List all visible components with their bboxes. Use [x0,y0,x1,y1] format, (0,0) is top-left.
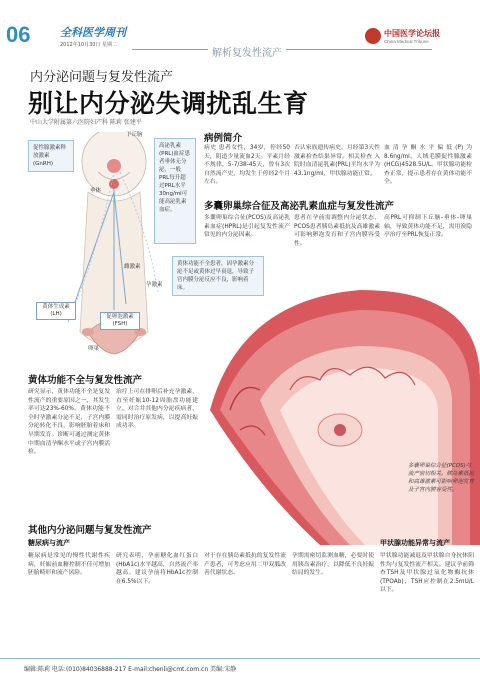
diabetes-paragraph-3: 对于存在胰岛素抵抗的复发性流产患者，可考虑应用二甲双胍改善代谢状态。 [204,553,286,577]
pcos-paragraph-3: 高PRL可抑制下丘脑-垂体-卵巢轴，导致黄体功能不足，需用溴隐亭治疗至PRL恢复正常。 [384,215,472,239]
pcos-paragraph-2: 患者在孕前需调整内分泌状态，PCOS患者胰岛素抵抗及高雄激素可影响卵泡发育和子宫内膜容受性。 [294,215,380,247]
page-number: 06 [6,22,31,47]
luteal-section-title: 黄体功能不全与复发性流产 [28,375,143,386]
case-paragraph-1: 病史 患者女性，34岁，停经50天，阴道少量流血2天。平素月经不规律，5-7/38-45天，曾有3次自然流产史，均发生于停经2个月左右。 [204,145,290,186]
thyroid-paragraph: 甲状腺功能减退及甲状腺自身抗体阳性均与复发性流产相关。建议孕前筛查TSH及甲状腺过氧化物酶抗体(TPOAb)，TSH应控制在2.5mU/L以下。 [380,553,474,594]
diabetes-paragraph-4: 孕期需密切监测血糖，必要时使用胰岛素治疗，以降低不良妊娠结局的发生。 [292,553,374,577]
page-header [0,0,480,59]
diabetes-paragraph-1: 糖尿病是常见的慢性代谢性疾病，妊娠前血糖控制不佳可增加胚胎畸形和流产风险。 [28,553,110,577]
case-paragraph-2: 否认家族遗传病史。月经第3天性激素检查结果异常。相关检查 入院时血清泌乳素(PRL)平均水平为43.1ng/ml，甲状腺功能正常。 [294,145,380,177]
diabetes-subtitle: 糖尿病与流产 [28,539,70,547]
footer-editor-info: 编辑:陈莉 电话:(010)84036888-217 E-mail:chenli@cmt.com.cn 美编:宋静 [24,666,237,673]
pcos-section-title: 多囊卵巢综合征及高泌乳素血症与复发性流产 [204,201,395,212]
logo-chinese-name: 中国医学论坛报 [384,28,440,38]
progesterone-label: 孕激素 [146,282,163,288]
uterus-figure [200,260,480,545]
pituitary-label: 垂体 [90,188,102,194]
article-title: 别让内分泌失调扰乱生育 [28,89,309,118]
logo-mark-icon [365,28,381,44]
uterus-illustration [200,260,480,545]
hormone-axis-diagram [28,132,200,364]
thyroid-subtitle: 甲状腺功能异常与流产 [380,539,450,547]
fsh-label: 促卵泡激素(FSH) [100,312,140,330]
prl-callout: 高泌乳素(PRL)血症患者垂体无分泌，一般PRL每升超过PRL水平30ng/ml可能高泌乳素血症。 [154,138,196,244]
logo-english-name: China Medical Tribune [384,39,429,44]
luteal-paragraph-1: 研究显示，黄体功能不全是复发性流产的重要原因之一，其发生率可达23%-60%。黄体功能不全时孕激素分泌不足，子宫内膜分泌转化不良，影响胚胎着床和早期发育。诊断可通过测定黄体中期血清孕酮水平或子宫内膜活检。 [28,389,110,456]
page-footer [0,658,480,677]
illustration-caption: 多囊卵巢综合征(PCOS)与流产密切相关。胰岛素抵抗和高雄激素可影响卵泡发育及子宫内膜容受性。 [408,463,475,493]
pcos-paragraph-1: 多囊卵巢综合征(PCOS)及高泌乳素血症(HPRL)是引起复发性流产常见的内分泌因素。 [204,215,290,239]
luteal-paragraph-2: 治疗上可在排卵后补充孕激素，直至妊娠10-12周胎盘功能建立。对合并其他内分泌疾病者，需同时治疗原发病，以提高妊娠成功率。 [116,389,198,430]
other-section-title: 其他内分泌问题与复发性流产 [28,525,152,536]
issue-date: 2012年10月30日 星期二 [60,42,118,48]
lh-label: 黄体生成素(LH) [36,302,76,320]
ovary-label: 卵巢 [88,346,100,352]
column-name: 全科医学周刊 [60,27,126,39]
article-subtitle: 内分泌问题与复发性流产 [30,70,174,85]
diabetes-paragraph-2: 研究表明，孕前糖化血红蛋白(HbA1c)水平越高，自然流产率越高。建议孕前将HbA1c控制在6.5%以下。 [116,553,198,585]
publication-logo [365,28,475,48]
article-byline: 中山大学附属第六医院妇产科 陈莉 张建平 [30,119,142,126]
luteal-callout: 黄体功能不全患者，因孕激素分泌不足或黄体过早衰退，导致子宫内膜分泌反应不良，影响着床。 [172,256,264,296]
hypothalamus-label: 下丘脑 [126,132,143,138]
case-paragraph-3: 血清孕酮水平偏低(P)为8.6ng/ml。人绒毛膜促性腺激素(HCG)4528.5U/L。甲状腺功能检查正常，提示患者存在黄体功能不全。 [384,145,472,186]
estrogen-label: 雌激素 [124,264,141,270]
gnrh-callout: 促性腺激素释放激素(GnRH) [28,140,74,172]
section-tag: 解析复发性流产 [208,44,286,59]
case-section-title: 病例简介 [204,133,243,144]
